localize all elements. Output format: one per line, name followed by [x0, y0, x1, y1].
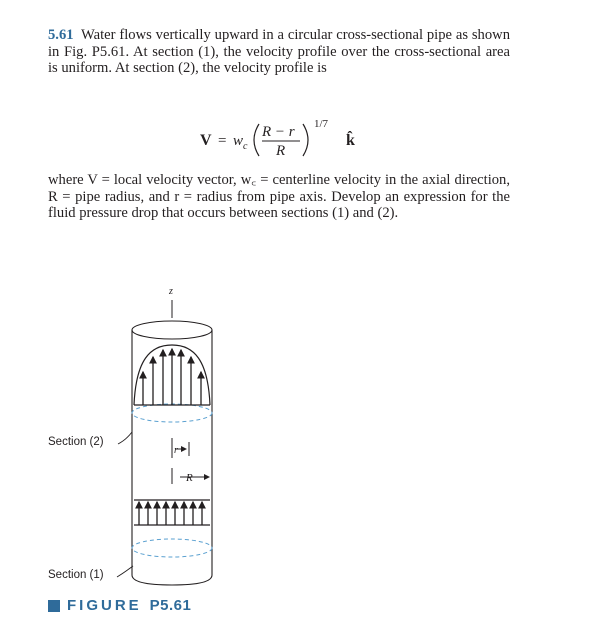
eq-coef: w: [233, 133, 244, 149]
section-1-arrows: [139, 502, 202, 525]
eq-lhs: V: [200, 132, 212, 149]
definitions-text: where V = local velocity vector, w꜀ = centerline velocity in the axial direction, R = pipe radius, and r = radius from pipe axis. Develop an expression for the fluid pressure drop that occurs between sections (1) and (2).: [48, 172, 510, 222]
R-label: R: [186, 472, 193, 484]
section-2-arrows: [143, 349, 201, 405]
section-1-velocity-profile: [134, 500, 210, 525]
section-2-label: Section (2): [48, 436, 104, 448]
figure-caption: [48, 597, 191, 614]
eq-coef-sub: c: [243, 141, 248, 152]
eq-equals: =: [218, 133, 227, 149]
eq-numerator: R − r: [262, 124, 295, 140]
eq-exponent: 1/7: [314, 118, 329, 130]
velocity-equation: [176, 114, 416, 162]
caption-word: FIGURE: [67, 597, 142, 614]
section-1-label: Section (1): [48, 569, 104, 581]
problem-text: Water flows vertically upward in a circular cross-sectional pipe as shown in Fig. P5.61. At section (1), the velocity profile over the cross-sectional area is uniform. At section (2), the velocity profile is: [48, 27, 510, 77]
section-1-plane: [132, 539, 212, 557]
problem-number: 5.61: [48, 27, 74, 43]
pipe-figure: [0, 270, 613, 643]
eq-unit-vector: k̂: [346, 132, 355, 149]
section-1-leader: [117, 566, 133, 577]
caption-square-icon: [48, 600, 60, 612]
z-axis-label: z: [169, 286, 173, 297]
r-label: r: [174, 445, 178, 456]
section-2-plane: [132, 404, 212, 422]
eq-denominator: R: [276, 143, 286, 159]
problem-statement: [48, 27, 510, 77]
caption-number: P5.61: [149, 597, 192, 614]
section-2-leader: [118, 432, 132, 444]
